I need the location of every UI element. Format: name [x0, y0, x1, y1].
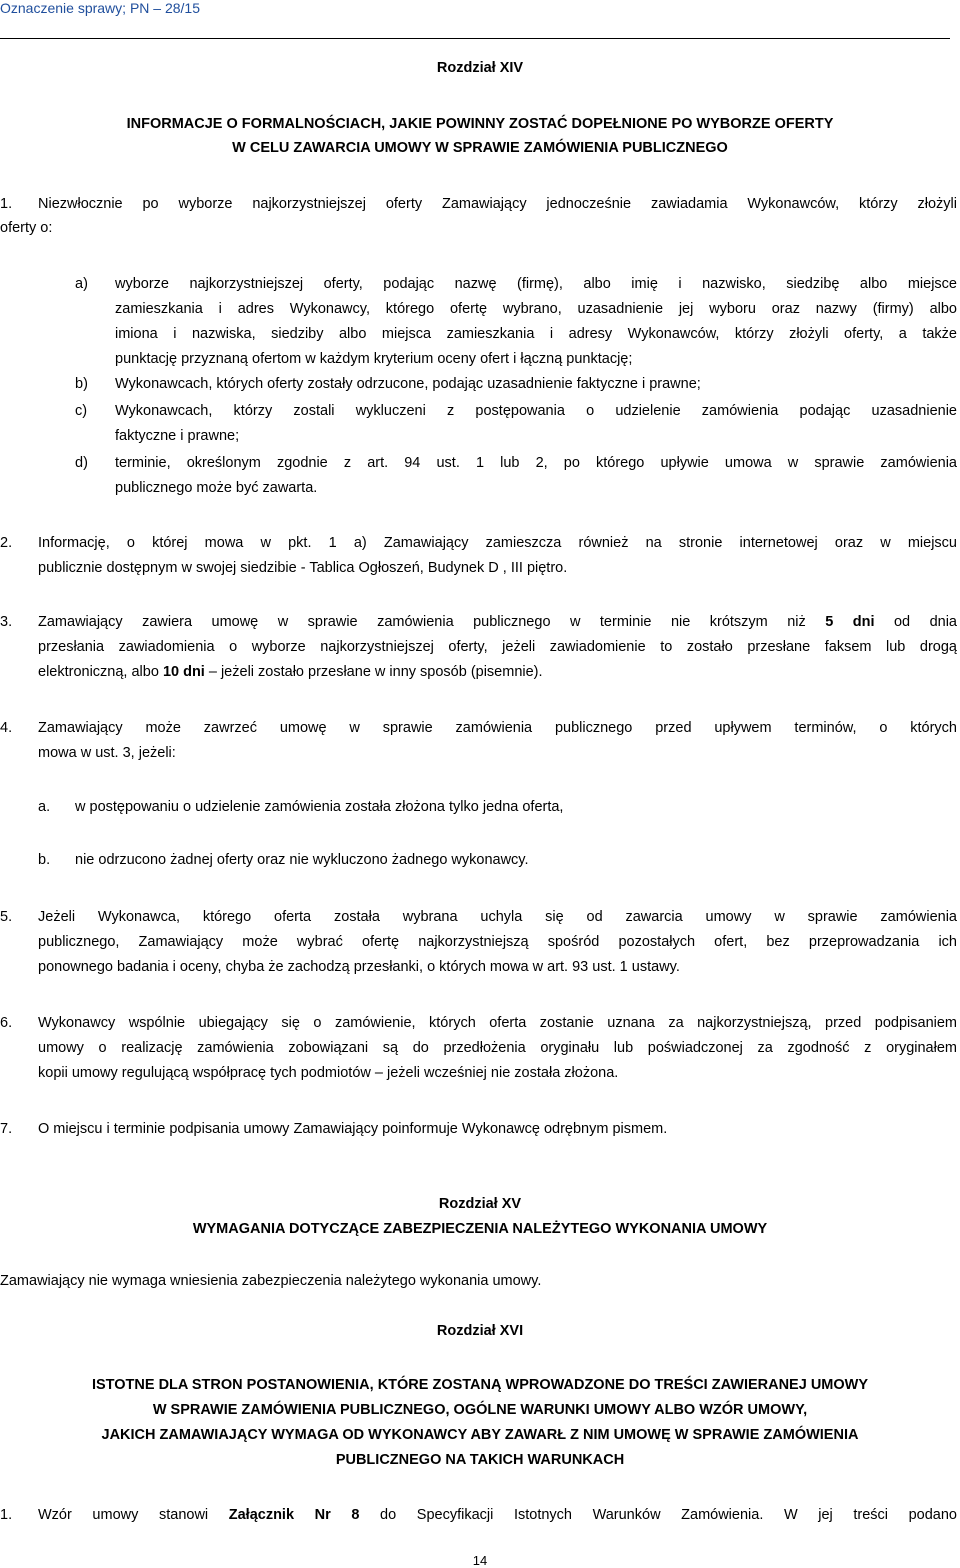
chapter-16-paragraph-1-line-1: Wzór umowy stanowi Załącznik Nr 8 do Specyfikacji Istotnych Warunków Zamówienia. W jej treści podano: [38, 1507, 957, 1523]
paragraph-7-line-1: O miejscu i terminie podpisania umowy Zamawiający poinformuje Wykonawcę odrębnym pismem.: [38, 1121, 668, 1137]
item-b-label: b): [75, 376, 88, 392]
paragraph-5-line-1: Jeżeli Wykonawca, którego oferta została wybrana uchyla się od zawarcia umowy w sprawie zamówienia: [38, 909, 957, 925]
paragraph-4-sub-b-text: nie odrzucono żadnej oferty oraz nie wykluczono żadnego wykonawcy.: [75, 852, 529, 868]
item-d-line-1: terminie, określonym zgodnie z art. 94 ust. 1 lub 2, po którego upływie umowa w sprawie zamówienia: [115, 455, 957, 471]
item-c-label: c): [75, 403, 88, 419]
paragraph-3-line-1: Zamawiający zawiera umowę w sprawie zamówienia publicznego w terminie nie krótszym niż 5 dni od dnia: [38, 614, 957, 630]
paragraph-3-line-3: elektroniczną, albo 10 dni – jeżeli zostało przesłane w inny sposób (pisemnie).: [38, 664, 543, 680]
paragraph-4-number: 4.: [0, 720, 13, 736]
paragraph-2-line-2: publicznie dostępnym w swojej siedzibie - Tablica Ogłoszeń, Budynek D , III piętro.: [38, 560, 568, 576]
chapter-15-text: Zamawiający nie wymaga wniesienia zabezpieczenia należytego wykonania umowy.: [0, 1273, 542, 1289]
paragraph-6-line-1: Wykonawcy wspólnie ubiegający się o zamówienie, których oferta zostanie uznana za najkorzystniejszą, przed podpisaniem: [38, 1015, 957, 1031]
item-c-line-1: Wykonawcach, którzy zostali wykluczeni z postępowania o udzielenie zamówienia podając uzasadnienie: [115, 403, 957, 419]
paragraph-7-number: 7.: [0, 1121, 13, 1137]
item-c-line-2: faktyczne i prawne;: [115, 428, 240, 444]
paragraph-6-line-3: kopii umowy regulującą współpracę tych podmiotów – jeżeli wcześniej nie została złożona.: [38, 1065, 619, 1081]
item-a-line-2: zamieszkania i adres Wykonawcy, którego ofertę wybrano, uzasadnienie jej wyboru oraz nazwy (firmy) albo: [115, 301, 957, 317]
item-b-line-1: Wykonawcach, których oferty zostały odrzucone, podając uzasadnienie faktyczne i prawne;: [115, 376, 701, 392]
chapter-14-heading-line-2: W CELU ZAWARCIA UMOWY W SPRAWIE ZAMÓWIENIA PUBLICZNEGO: [232, 140, 728, 156]
paragraph-2-number: 2.: [0, 535, 13, 551]
case-reference-header: Oznaczenie sprawy; PN – 28/15: [0, 0, 200, 16]
item-a-label: a): [75, 276, 88, 292]
paragraph-6-number: 6.: [0, 1015, 13, 1031]
chapter-16-heading-line-2: W SPRAWIE ZAMÓWIENIA PUBLICZNEGO, OGÓLNE WARUNKI UMOWY ALBO WZÓR UMOWY,: [152, 1402, 808, 1418]
paragraph-4-line-2: mowa w ust. 3, jeżeli:: [38, 745, 176, 761]
paragraph-1-line-1: Niezwłocznie po wyborze najkorzystniejszej oferty Zamawiający jednocześnie zawiadamia Wykonawców, którzy złożyli: [38, 196, 957, 212]
paragraph-1-line-2: oferty o:: [0, 220, 53, 236]
paragraph-1-number: 1.: [0, 196, 13, 212]
paragraph-4-line-1: Zamawiający może zawrzeć umowę w sprawie zamówienia publicznego przed upływem terminów, o których: [38, 720, 957, 736]
item-a-line-4: punktację przyznaną ofertom w każdym kryterium oceny ofert i łączną punktację;: [115, 351, 633, 367]
paragraph-2-line-1: Informację, o której mowa w pkt. 1 a) Zamawiający zamieszcza również na stronie internetowej oraz w miejscu: [38, 535, 957, 551]
page-number: 14: [472, 1553, 488, 1568]
paragraph-3-line-2: przesłania zawiadomienia o wyborze najkorzystniejszej oferty, jeżeli zawiadomienie to zostało przesłane faksem lub drogą: [38, 639, 957, 655]
paragraph-4-sub-b-label: b.: [38, 852, 51, 868]
chapter-16-paragraph-1-number: 1.: [0, 1507, 13, 1523]
item-d-label: d): [75, 455, 88, 471]
attachment-8-reference: Załącznik Nr 8: [228, 1507, 360, 1523]
chapter-16-heading-line-4: PUBLICZNEGO NA TAKICH WARUNKACH: [335, 1452, 625, 1468]
paragraph-5-number: 5.: [0, 909, 13, 925]
paragraph-3-number: 3.: [0, 614, 13, 630]
chapter-14-heading-line-1: INFORMACJE O FORMALNOŚCIACH, JAKIE POWINNY ZOSTAĆ DOPEŁNIONE PO WYBORZE OFERTY: [126, 116, 834, 132]
chapter-16-heading-line-1: ISTOTNE DLA STRON POSTANOWIENIA, KTÓRE ZOSTANĄ WPROWADZONE DO TREŚCI ZAWIERANEJ UMOWY: [91, 1377, 869, 1393]
header-divider: [0, 38, 950, 39]
chapter-15-title: Rozdział XV: [438, 1196, 522, 1212]
chapter-16-title: Rozdział XVI: [436, 1323, 524, 1339]
paragraph-4-sub-a-label: a.: [38, 799, 51, 815]
paragraph-4-sub-a-text: w postępowaniu o udzielenie zamówienia została złożona tylko jedna oferta,: [75, 799, 564, 815]
item-d-line-2: publicznego może być zawarta.: [115, 480, 318, 496]
term-5-days: 5 dni: [825, 614, 875, 630]
chapter-16-heading-line-3: JAKICH ZAMAWIAJĄCY WYMAGA OD WYKONAWCY ABY ZAWARŁ Z NIM UMOWĘ W SPRAWIE ZAMÓWIENIA: [101, 1427, 859, 1443]
item-a-line-1: wyborze najkorzystniejszej oferty, podając nazwę (firmę), albo imię i nazwisko, siedzibę albo miejsce: [115, 276, 957, 292]
item-a-line-3: imiona i nazwiska, siedziby albo miejsca zamieszkania i adresy Wykonawców, którzy złożyli oferty, a także: [115, 326, 957, 342]
chapter-14-title: Rozdział XIV: [436, 60, 524, 76]
term-10-days: 10 dni: [162, 664, 205, 680]
paragraph-5-line-2: publicznego, Zamawiający może wybrać ofertę najkorzystniejszą spośród pozostałych ofert, bez przeprowadzania ich: [38, 934, 957, 950]
chapter-15-heading: WYMAGANIA DOTYCZĄCE ZABEZPIECZENIA NALEŻYTEGO WYKONANIA UMOWY: [192, 1221, 768, 1237]
paragraph-5-line-3: ponownego badania i oceny, chyba że zachodzą przesłanki, o których mowa w art. 93 ust. 1 ustawy.: [38, 959, 680, 975]
paragraph-6-line-2: umowy o realizację zamówienia zobowiązani są do przedłożenia oryginału lub poświadczonej za zgodność z oryginałem: [38, 1040, 957, 1056]
